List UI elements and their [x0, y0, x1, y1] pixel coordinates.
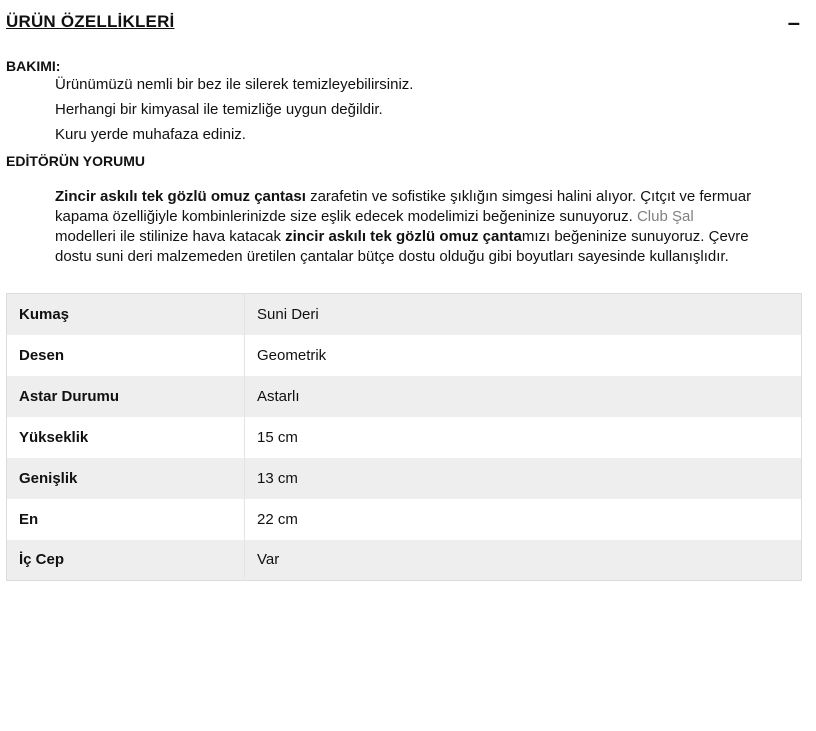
table-row: [7, 335, 802, 376]
spec-value: 15 cm: [245, 417, 802, 458]
editor-text-segment: modelleri ile stilinize hava katacak: [55, 228, 286, 245]
spec-value: 13 cm: [245, 458, 802, 499]
editor-line: [55, 227, 815, 247]
editor-line: [55, 207, 815, 227]
spec-key: Kumaş: [7, 294, 245, 335]
editor-text-segment: mızı beğeninize sunuyoruz. Çevre: [521, 228, 749, 245]
spec-key: Astar Durumu: [7, 376, 245, 417]
table-row: [7, 458, 802, 499]
product-name-bold: Zincir askılı tek gözlü omuz çantası: [55, 188, 306, 205]
product-name-bold: zincir askılı tek gözlü omuz çanta: [285, 228, 522, 245]
care-heading: BAKIMI:: [6, 58, 61, 74]
spec-value: Var: [245, 540, 802, 581]
spec-key: Genişlik: [7, 458, 245, 499]
club-sal-link[interactable]: Club Şal: [636, 208, 694, 225]
collapse-toggle-icon[interactable]: –: [787, 10, 800, 35]
editor-heading: EDİTÖRÜN YORUMU: [6, 153, 145, 169]
care-item: Kuru yerde muhafaza ediniz.: [55, 126, 246, 143]
care-list: [55, 75, 413, 150]
spec-key: İç Cep: [7, 540, 245, 581]
spec-table: [6, 293, 802, 581]
section-header[interactable]: [6, 12, 802, 38]
editor-text-segment: kapama özelliğiyle kombinlerinizde size eşlik edecek modelimizi beğeninize sunuyoruz.: [55, 208, 637, 225]
editor-line: [55, 247, 815, 267]
editor-comment: [55, 187, 815, 267]
editor-text-segment: zarafetin ve sofistike şıklığın simgesi halini alıyor. Çıtçıt ve fermuar: [305, 188, 752, 205]
spec-key: Desen: [7, 335, 245, 376]
editor-text-segment: dostu suni deri malzemeden üretilen çantalar bütçe dostu olduğu gibi boyutları sayesinde kullanışlıdır.: [55, 248, 729, 265]
care-item: Herhangi bir kimyasal ile temizliğe uygun değildir.: [55, 101, 383, 118]
table-row: [7, 417, 802, 458]
care-item: Ürünümüzü nemli bir bez ile silerek temizleyebilirsiniz.: [55, 76, 414, 93]
editor-line: [55, 187, 815, 207]
table-row: [7, 294, 802, 335]
section-title[interactable]: ÜRÜN ÖZELLİKLERİ: [6, 12, 175, 31]
spec-key: En: [7, 499, 245, 540]
spec-value: Suni Deri: [245, 294, 802, 335]
table-row: [7, 499, 802, 540]
table-row: [7, 540, 802, 581]
spec-value: Geometrik: [245, 335, 802, 376]
spec-value: 22 cm: [245, 499, 802, 540]
spec-value: Astarlı: [245, 376, 802, 417]
table-row: [7, 376, 802, 417]
spec-key: Yükseklik: [7, 417, 245, 458]
